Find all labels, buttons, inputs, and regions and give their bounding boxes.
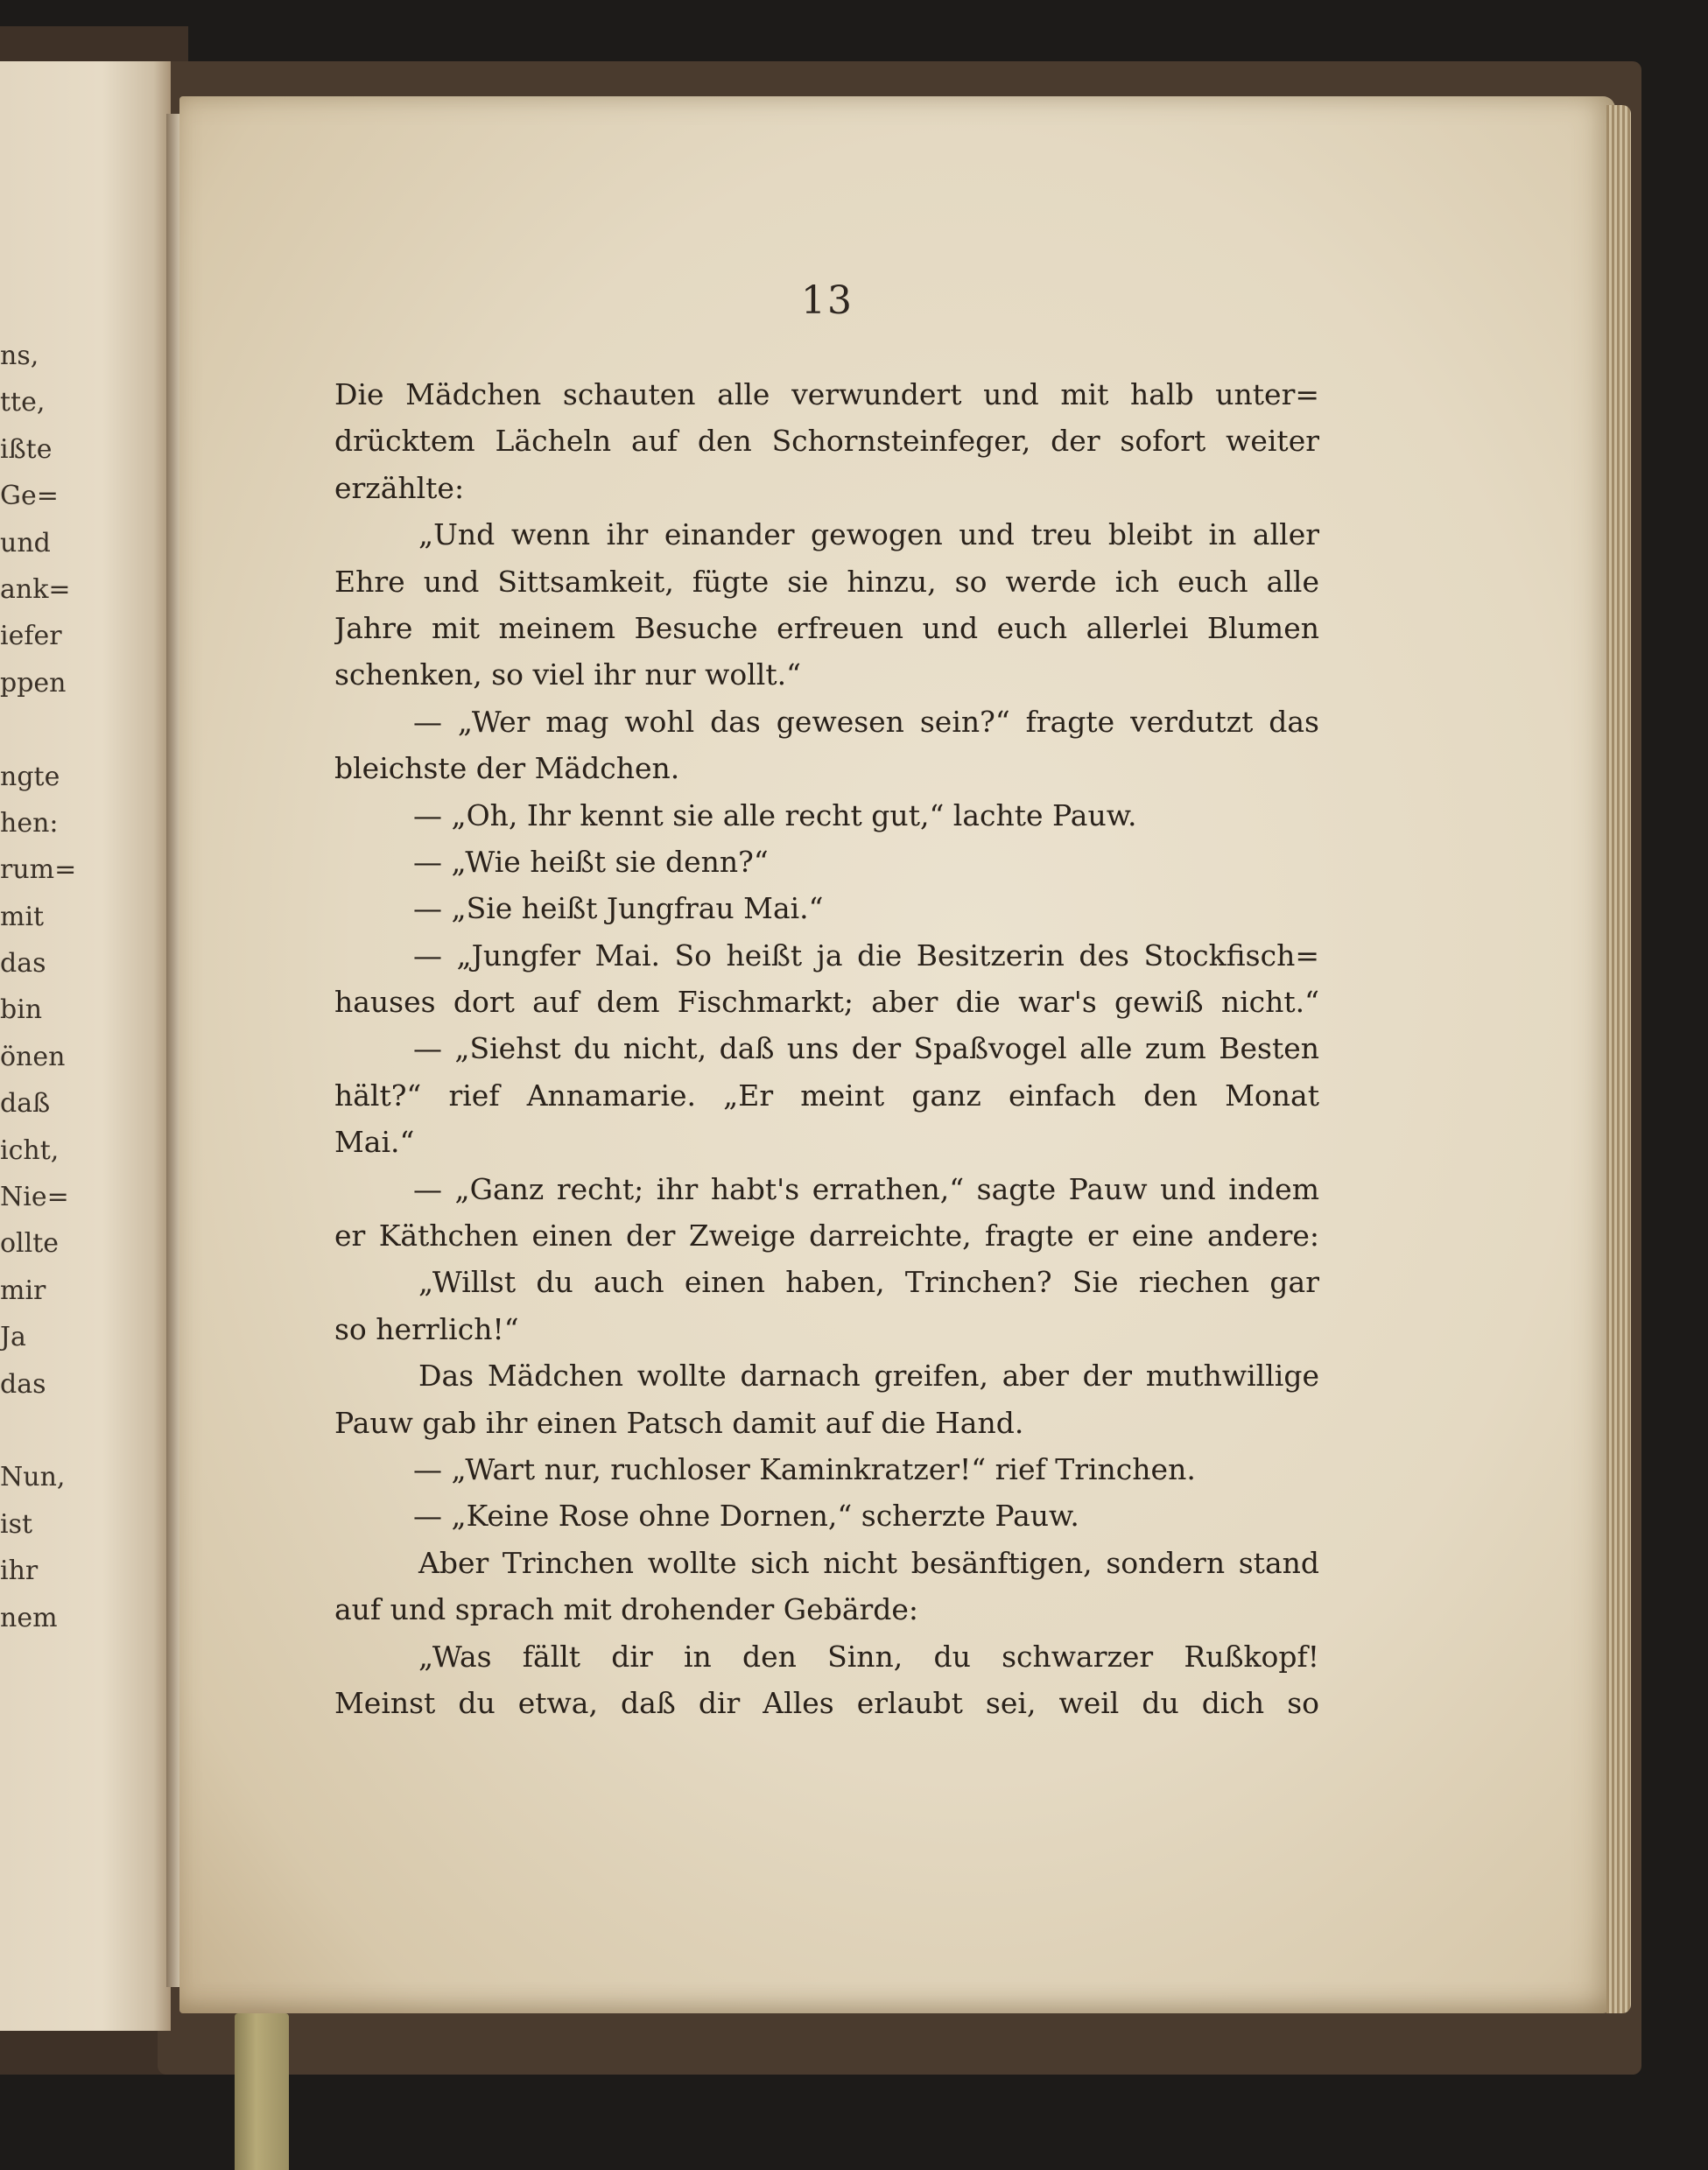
bookmark-ribbon — [235, 2013, 289, 2170]
text-line: „Willst du auch einen haben, Trinchen? Sie riechen gar — [418, 1265, 1319, 1300]
text-line: „Was fällt dir in den Sinn, du schwarzer Rußkopf! — [418, 1639, 1319, 1674]
text-line: Ehre und Sittsamkeit, fügte sie hinzu, so werde ich euch alle — [334, 564, 1319, 599]
left-fragment: rum= — [0, 854, 77, 886]
left-fragment: ns, — [0, 341, 39, 371]
text-line: „Und wenn ihr einander gewogen und treu bleibt in aller — [418, 517, 1319, 552]
text-line: Die Mädchen schauten alle verwundert und mit halb unter= — [334, 377, 1319, 411]
text-line: erzählte: — [334, 470, 465, 505]
text-line: — „Oh, Ihr kennt sie alle recht gut,“ lachte Pauw. — [413, 797, 1137, 832]
left-fragment: icht, — [0, 1134, 60, 1166]
text-line: — „Wart nur, ruchloser Kaminkratzer!“ rief Trinchen. — [413, 1451, 1196, 1486]
left-fragment: ihr — [0, 1556, 39, 1587]
text-line: — „Jungfer Mai. So heißt ja die Besitzerin des Stockfisch= — [413, 938, 1319, 973]
text-line: hauses dort auf dem Fischmarkt; aber die war's gewiß nicht.“ — [334, 985, 1319, 1020]
left-fragment — [0, 1408, 61, 1454]
text-line: — „Wer mag wohl das gewesen sein?“ fragte verdutzt das — [413, 704, 1319, 739]
left-fragment: tte, — [0, 387, 46, 418]
left-page-text-fragments — [0, 333, 77, 1641]
text-line: Das Mädchen wollte darnach greifen, aber der muthwillige — [418, 1359, 1319, 1394]
text-line: Mai.“ — [334, 1125, 415, 1160]
left-fragment: daß — [0, 1088, 51, 1120]
text-line: — „Ganz recht; ihr habt's errathen,“ sagte Pauw und indem — [413, 1171, 1319, 1206]
left-fragment: mit — [0, 901, 45, 932]
left-fragment: ank= — [0, 573, 71, 605]
text-line: — „Keine Rose ohne Dornen,“ scherzte Pauw. — [413, 1499, 1079, 1534]
left-fragment: ollte — [0, 1228, 60, 1260]
text-line: Aber Trinchen wollte sich nicht besänftigen, sondern stand — [418, 1545, 1319, 1580]
page-number: 13 — [801, 278, 854, 323]
left-fragment: ngte — [0, 761, 60, 792]
text-line: Meinst du etwa, daß dir Alles erlaubt sei, weil du dich so — [334, 1685, 1319, 1720]
text-line: auf und sprach mit drohender Gebärde: — [334, 1592, 919, 1627]
text-line: hält?“ rief Annamarie. „Er meint ganz einfach den Monat — [334, 1078, 1319, 1113]
left-fragment: ist — [0, 1508, 33, 1540]
text-line: Pauw gab ihr einen Patsch damit auf die Hand. — [334, 1405, 1024, 1440]
left-fragment: nem — [0, 1602, 58, 1633]
text-line: schenken, so viel ihr nur wollt.“ — [334, 657, 801, 692]
text-line: — „Wie heißt sie denn?“ — [413, 844, 769, 879]
page-edge-stack — [1606, 105, 1631, 2013]
left-fragment: ißte — [0, 433, 53, 465]
text-line: — „Sie heißt Jungfrau Mai.“ — [413, 891, 824, 926]
left-fragment: bin — [0, 994, 43, 1026]
left-fragment: das — [0, 1368, 46, 1400]
left-fragment: iefer — [0, 621, 62, 652]
left-fragment: Ge= — [0, 481, 59, 512]
left-fragment: önen — [0, 1041, 66, 1072]
left-fragment — [0, 706, 61, 753]
left-fragment: das — [0, 948, 46, 980]
text-line: bleichste der Mädchen. — [334, 751, 680, 786]
text-line: so herrlich!“ — [334, 1311, 519, 1346]
left-fragment: Nie= — [0, 1182, 69, 1213]
text-line: — „Siehst du nicht, daß uns der Spaßvogel alle zum Besten — [413, 1031, 1319, 1066]
left-fragment: Ja — [0, 1322, 26, 1353]
left-fragment: mir — [0, 1275, 46, 1306]
left-fragment: hen: — [0, 807, 59, 839]
left-fragment: Nun, — [0, 1462, 66, 1493]
page-body-text — [334, 371, 1319, 1726]
text-line: er Käthchen einen der Zweige darreichte, fragte er eine andere: — [334, 1218, 1319, 1254]
text-line: Jahre mit meinem Besuche erfreuen und euch allerlei Blumen — [334, 610, 1319, 645]
text-line: drücktem Lächeln auf den Schornsteinfeger, der sofort weiter — [334, 424, 1319, 459]
left-fragment: ppen — [0, 667, 67, 699]
left-fragment: und — [0, 527, 51, 558]
left-facing-page — [0, 61, 171, 2031]
